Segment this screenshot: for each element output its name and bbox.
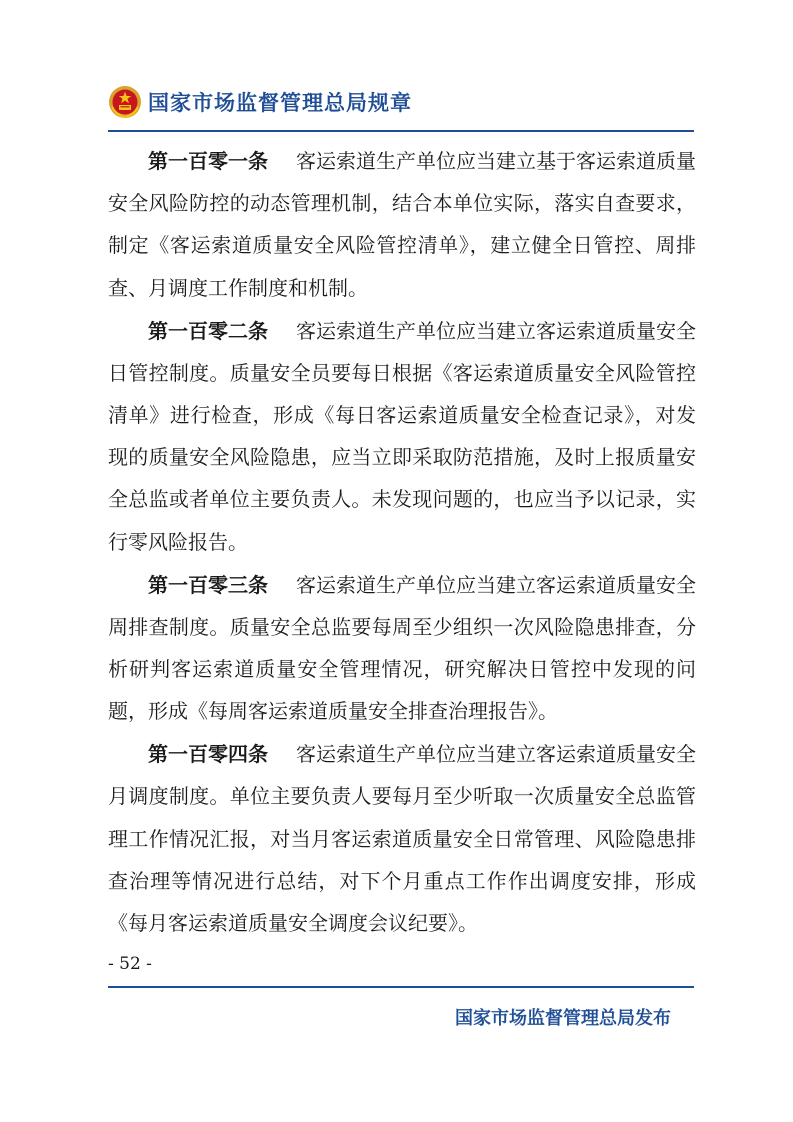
article-title: 第一百零三条 [148,572,268,597]
header-title: 国家市场监督管理总局规章 [148,91,412,115]
document-header [108,82,412,122]
article-text: 客运索道生产单位应当建立基于客运索道质量安全风险防控的动态管理机制，结合本单位实际，落实自查要求，制定《客运索道质量安全风险管控清单》，建立健全日管控、周排查、月调度工作制度和机制。 [108,149,696,300]
article-text: 客运索道生产单位应当建立客运索道质量安全月调度制度。单位主要负责人要每月至少听取一次质量安全总监管理工作情况汇报，对当月客运索道质量安全日常管理、风险隐患排查治理等情况进行总结，对下个月重点工作作出调度安排，形成《每月客运索道质量安全调度会议纪要》。 [108,742,696,936]
article-text: 客运索道生产单位应当建立客运索道质量安全周排查制度。质量安全总监要每周至少组织一次风险隐患排查，分析研判客运索道质量安全管理情况，研究解决日管控中发现的问题，形成《每周客运索道质量安全排查治理报告》。 [108,572,696,724]
document-body [108,140,696,945]
article-104 [108,733,696,944]
article-title: 第一百零四条 [148,742,268,767]
article-title: 第一百零二条 [148,318,268,343]
article-103 [108,564,696,733]
article-101 [108,140,696,309]
header-divider [108,130,694,132]
footer-divider [108,986,694,988]
article-title: 第一百零一条 [148,149,268,173]
page-number: - 52 - [108,954,152,974]
article-102 [108,310,696,563]
national-emblem-icon [108,85,142,119]
article-text: 客运索道生产单位应当建立客运索道质量安全日管控制度。质量安全员要每日根据《客运索道质量安全风险管控清单》进行检查，形成《每日客运索道质量安全检查记录》，对发现的质量安全风险隐患，应当立即采取防范措施，及时上报质量安全总监或者单位主要负责人。未发现问题的，也应当予以记录，实行零风险报告。 [108,318,696,554]
footer-publisher: 国家市场监督管理总局发布 [455,1008,671,1029]
